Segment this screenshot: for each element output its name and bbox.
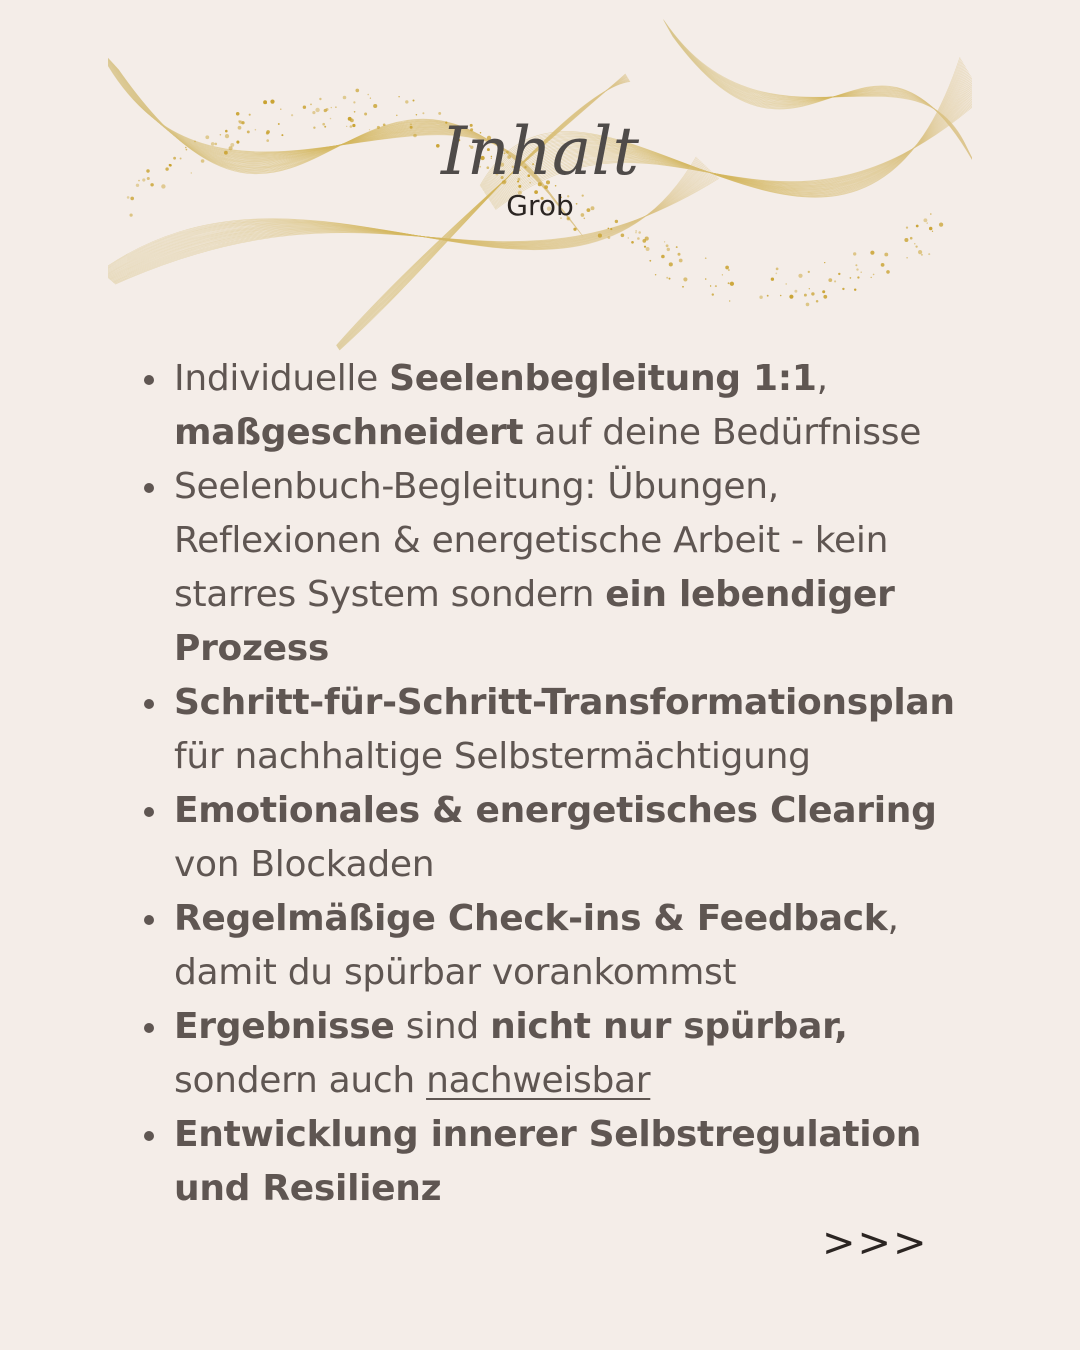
glitter-dot xyxy=(303,106,306,109)
list-item xyxy=(140,352,980,460)
glitter-dot xyxy=(798,274,802,278)
glitter-dot xyxy=(822,290,825,293)
glitter-dot xyxy=(767,295,769,297)
glitter-dot xyxy=(353,101,355,103)
glitter-dot xyxy=(642,239,646,243)
item-text: damit du spürbar vorankommst xyxy=(174,952,737,993)
glitter-dot xyxy=(856,268,858,270)
glitter-dot xyxy=(884,253,888,257)
glitter-dot xyxy=(263,100,267,104)
list-item xyxy=(140,1108,980,1216)
glitter-dot xyxy=(921,254,923,256)
glitter-dot xyxy=(886,270,890,274)
glitter-dot xyxy=(828,278,832,282)
glitter-dot xyxy=(310,103,312,105)
glitter-dot xyxy=(635,232,636,233)
glitter-dot xyxy=(637,237,640,240)
glitter-dot xyxy=(646,247,650,251)
glitter-dot xyxy=(666,244,669,247)
glitter-dot xyxy=(816,300,819,303)
list-item xyxy=(140,784,980,892)
glitter-dot xyxy=(854,288,856,290)
glitter-dot xyxy=(915,245,917,247)
glitter-dot xyxy=(679,259,683,263)
glitter-dot xyxy=(785,283,786,284)
item-bold: Ergebnisse xyxy=(174,1006,395,1047)
item-bold: nicht nur spürbar, xyxy=(490,1006,848,1047)
glitter-dot xyxy=(270,100,274,104)
glitter-dot xyxy=(838,273,840,275)
glitter-dot xyxy=(759,295,762,298)
glitter-dot xyxy=(842,288,844,290)
page-subtitle: Grob xyxy=(506,189,574,222)
glitter-dot xyxy=(682,286,684,288)
glitter-dot xyxy=(804,294,807,297)
glitter-dot xyxy=(811,292,814,295)
glitter-dot xyxy=(870,251,874,255)
glitter-dot xyxy=(343,96,347,100)
item-text: von Blockaden xyxy=(174,844,435,885)
glitter-dot xyxy=(780,295,782,297)
glitter-dot xyxy=(809,288,810,289)
glitter-dot xyxy=(628,237,629,238)
glitter-dot xyxy=(906,226,908,228)
item-bold: Schritt-für-Schritt-Transformationsplan xyxy=(174,682,955,723)
glitter-dot xyxy=(722,274,723,275)
glitter-dot xyxy=(918,250,922,254)
glitter-dot xyxy=(776,268,779,271)
next-page-indicator[interactable]: >>> xyxy=(822,1220,929,1266)
glitter-dot xyxy=(669,262,673,266)
glitter-dot xyxy=(608,236,611,239)
glitter-dot xyxy=(676,246,678,248)
list-item xyxy=(140,892,980,1000)
glitter-dot xyxy=(928,253,930,255)
glitter-dot xyxy=(649,260,651,262)
glitter-dot xyxy=(319,98,321,100)
glitter-dot xyxy=(806,303,810,307)
glitter-dot xyxy=(683,277,687,281)
glitter-dot xyxy=(725,266,729,270)
glitter-dot xyxy=(598,234,602,238)
content-list xyxy=(140,352,980,1216)
underlined-word: nachweisbar xyxy=(426,1060,651,1101)
glitter-dot xyxy=(655,274,656,275)
glitter-dot xyxy=(705,257,707,259)
glitter-dot xyxy=(610,228,612,230)
glitter-dot xyxy=(661,255,665,259)
glitter-dot xyxy=(412,99,414,101)
list-item xyxy=(140,1000,980,1108)
glitter-dot xyxy=(678,253,681,256)
glitter-dot xyxy=(370,97,371,98)
glitter-dot xyxy=(710,285,711,286)
item-bold: Seelenbegleitung 1:1 xyxy=(389,358,817,399)
list-item xyxy=(140,460,980,676)
glitter-dot xyxy=(621,233,625,237)
glitter-dot xyxy=(929,227,933,231)
page-title: Inhalt xyxy=(440,113,640,190)
glitter-dot xyxy=(860,272,861,273)
item-bold: Entwicklung innerer Selbstregulation und Resilienz xyxy=(174,1114,922,1209)
item-bold: Regelmäßige Check-ins & Feedback xyxy=(174,898,888,939)
glitter-dot xyxy=(666,277,668,279)
item-text: Individuelle xyxy=(174,358,390,399)
item-bold: maßgeschneidert xyxy=(174,412,524,453)
glitter-dot xyxy=(775,273,777,275)
glitter-dot xyxy=(855,264,857,266)
glitter-dot xyxy=(823,295,827,299)
glitter-dot xyxy=(808,271,810,273)
glitter-dot xyxy=(870,277,871,278)
glitter-dot xyxy=(794,290,797,293)
glitter-dot xyxy=(857,276,859,278)
item-text: auf deine Bedürfnisse xyxy=(523,412,922,453)
glitter-dot xyxy=(904,238,908,242)
glitter-dot xyxy=(916,225,919,228)
glitter-dot xyxy=(730,282,734,286)
item-text: für nachhaltige Selbstermächtigung xyxy=(174,736,811,777)
item-text: , xyxy=(816,358,828,399)
glitter-dot xyxy=(728,269,730,271)
glitter-dot xyxy=(789,295,793,299)
glitter-dot xyxy=(824,262,825,263)
glitter-dot xyxy=(728,282,730,284)
glitter-dot xyxy=(331,107,332,108)
glitter-dot xyxy=(398,96,399,97)
glitter-dot xyxy=(910,237,913,240)
glitter-dot xyxy=(644,246,646,248)
glitter-dot xyxy=(729,300,730,301)
glitter-dot xyxy=(573,228,576,231)
glitter-dot xyxy=(932,231,933,232)
glitter-dot xyxy=(914,243,915,244)
glitter-dot xyxy=(638,231,641,234)
glitter-dot xyxy=(771,278,774,281)
glitter-dot xyxy=(367,94,369,96)
glitter-dot xyxy=(881,263,885,267)
glitter-dot xyxy=(705,278,707,280)
item-bold: ein lebendiger Prozess xyxy=(174,574,895,669)
item-text: sind xyxy=(394,1006,491,1047)
glitter-dot xyxy=(280,109,281,110)
item-text: sondern auch xyxy=(174,1060,427,1101)
glitter-dot xyxy=(635,230,636,231)
glitter-dot xyxy=(853,252,856,255)
glitter-dot xyxy=(355,89,359,93)
glitter-dot xyxy=(631,241,634,244)
glitter-dot xyxy=(834,280,836,282)
glitter-dot xyxy=(873,274,875,276)
item-text: Seelenbuch-Begleitung: Übungen, Reflexionen & energetische Arbeit - kein starres System sondern xyxy=(174,466,889,615)
glitter-dot xyxy=(712,293,714,295)
glitter-dot xyxy=(373,104,377,108)
glitter-dot xyxy=(664,241,665,242)
glitter-dot xyxy=(850,277,852,279)
glitter-dot xyxy=(906,257,908,259)
glitter-dot xyxy=(335,106,337,108)
item-text: , xyxy=(887,898,899,939)
item-bold: Emotionales & energetisches Clearing xyxy=(174,790,937,831)
glitter-dot xyxy=(608,228,609,229)
list-item xyxy=(140,676,980,784)
glitter-dot xyxy=(715,285,717,287)
glitter-dot xyxy=(405,100,408,103)
glitter-dot xyxy=(667,248,670,251)
glitter-dot xyxy=(669,278,671,280)
